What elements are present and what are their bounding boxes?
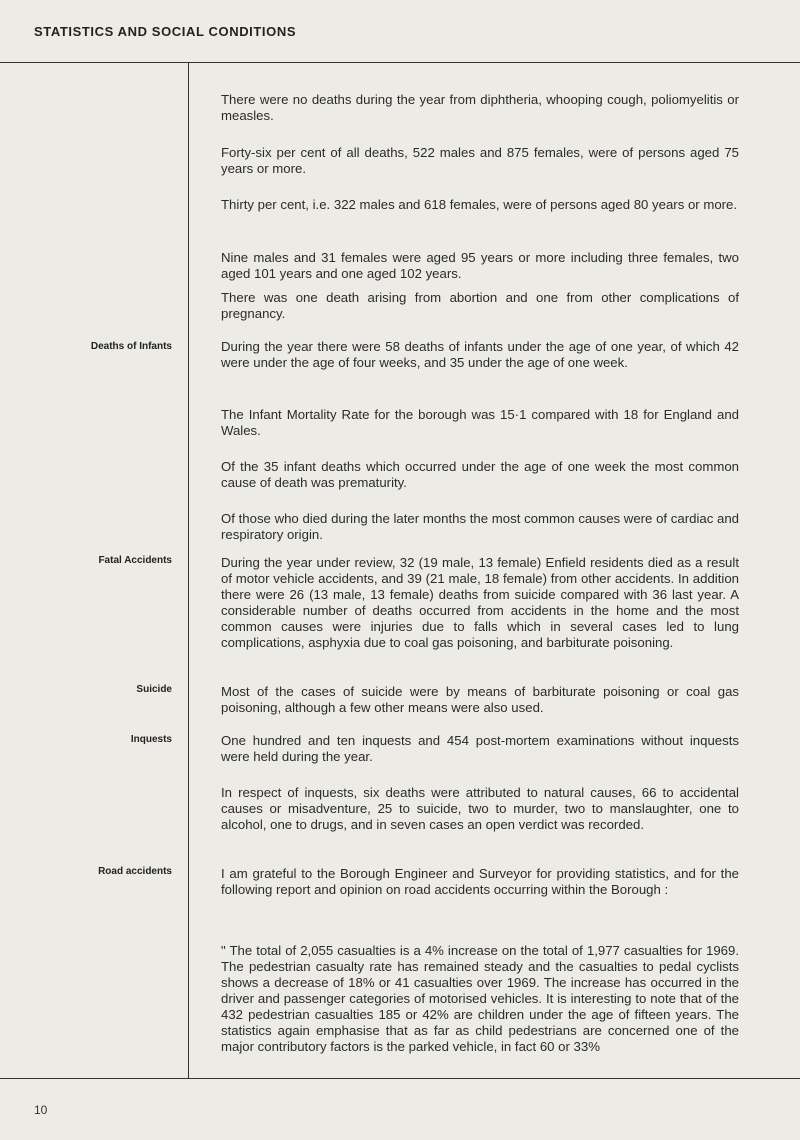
top-rule <box>0 62 800 63</box>
paragraph-casualties-report: " The total of 2,055 casualties is a 4% increase on the total of 1,977 casualties for 1969. The pedestrian casualty rate has remained steady and the casualties to pedal cyclists shows a decrease of 18% or 41 casualties over 1969. The increase has occurred in the driver and passenger categories of motorised vehicles. It is interesting to note that of the 432 pedestrian casualties 185 or 42% are children under the age of fifteen years. The statistics again emphasise that as far as child pedestrians are concerned one of the major contributory factors is the parked vehicle, in fact 60 or 33% <box>221 943 739 1054</box>
page-header: STATISTICS AND SOCIAL CONDITIONS <box>34 24 297 39</box>
paragraph-suicide: Most of the cases of suicide were by means of barbiturate poisoning or coal gas poisoning, although a few other means were also used. <box>221 684 739 715</box>
paragraph-abortion: There was one death arising from abortion and one from other complications of pregnancy. <box>221 290 739 321</box>
paragraph-inquest-verdicts: In respect of inquests, six deaths were attributed to natural causes, 66 to accidental causes or misadventure, 25 to suicide, two to murder, two to manslaughter, one to alcohol, one to drugs, and in seven cases an open verdict was recorded. <box>221 785 739 832</box>
side-label-suicide: Suicide <box>136 684 172 695</box>
paragraph-later-months: Of those who died during the later months the most common causes were of cardiac and respiratory origin. <box>221 511 739 542</box>
paragraph-infant-mortality-rate: The Infant Mortality Rate for the borough was 15·1 compared with 18 for England and Wales. <box>221 407 739 438</box>
bottom-rule <box>0 1078 800 1079</box>
paragraph-fatal-accidents: During the year under review, 32 (19 male, 13 female) Enfield residents died as a result of motor vehicle accidents, and 39 (21 male, 18 female) from other accidents. In addition there were 26 (13 male, 13 female) deaths from suicide compared with 36 last year. A considerable number of deaths occurred from accidents in the home and the most common causes were injuries due to falls which in several cases led to lung complications, asphyxia due to coal gas poisoning, and barbiturate poisoning. <box>221 555 739 650</box>
paragraph-infant-deaths: During the year there were 58 deaths of infants under the age of one year, of which 42 were under the age of four weeks, and 35 under the age of one week. <box>221 339 739 370</box>
paragraph-no-deaths: There were no deaths during the year from diphtheria, whooping cough, poliomyelitis or measles. <box>221 92 739 123</box>
side-label-inquests: Inquests <box>130 734 172 745</box>
paragraph-forty-six-percent: Forty-six per cent of all deaths, 522 males and 875 females, were of persons aged 75 years or more. <box>221 145 739 176</box>
column-divider <box>188 62 189 1079</box>
paragraph-prematurity: Of the 35 infant deaths which occurred under the age of one week the most common cause of death was prematurity. <box>221 459 739 490</box>
page-number: 10 <box>34 1103 48 1117</box>
paragraph-aged-95: Nine males and 31 females were aged 95 years or more including three females, two aged 101 years and one aged 102 years. <box>221 250 739 281</box>
paragraph-inquests: One hundred and ten inquests and 454 post-mortem examinations without inquests were held during the year. <box>221 733 739 764</box>
side-label-fatal-accidents: Fatal Accidents <box>98 555 172 566</box>
paragraph-road-accidents-intro: I am grateful to the Borough Engineer and Surveyor for providing statistics, and for the following report and opinion on road accidents occurring within the Borough : <box>221 866 739 897</box>
side-label-road-accidents: Road accidents <box>98 866 172 877</box>
paragraph-thirty-percent: Thirty per cent, i.e. 322 males and 618 females, were of persons aged 80 years or more. <box>221 197 738 212</box>
side-label-deaths-of-infants: Deaths of Infants <box>90 341 172 352</box>
